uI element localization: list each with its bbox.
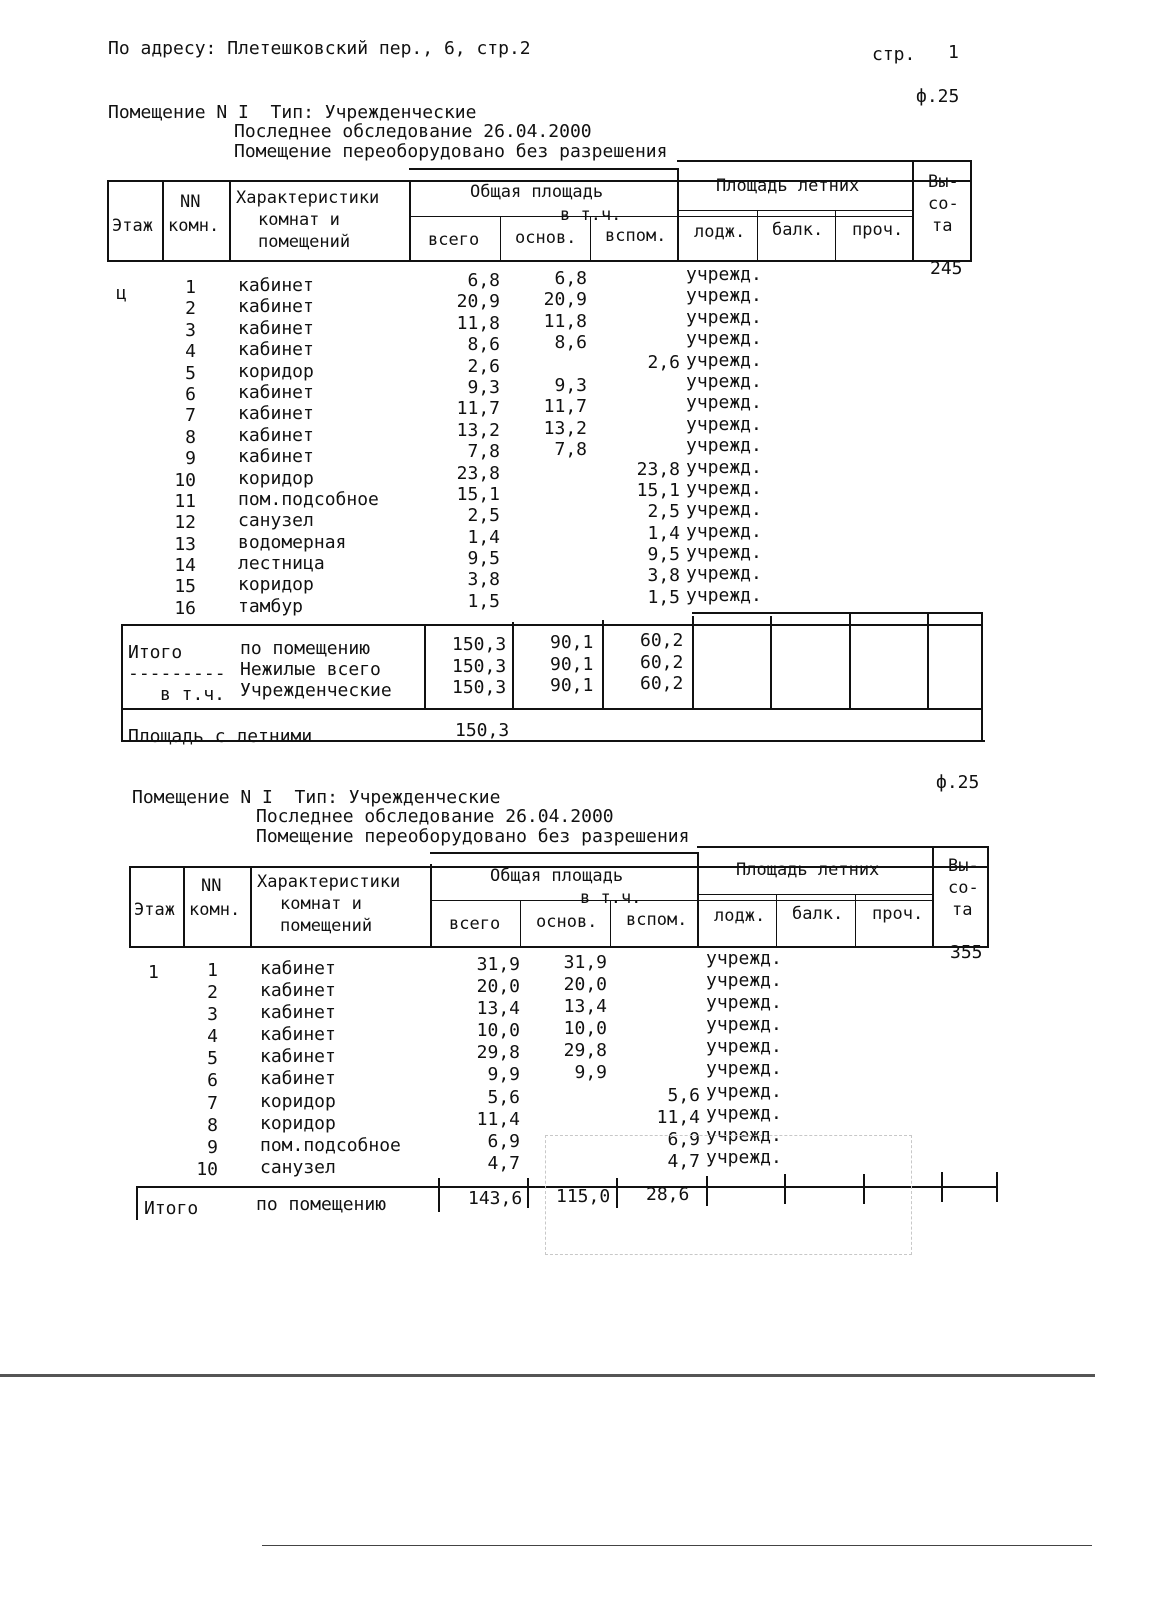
use-type: учрежд. xyxy=(686,264,762,285)
room-number: 15 xyxy=(174,576,196,598)
section-title: Помещение N I Тип: Учрежденческие xyxy=(132,787,501,808)
use-type: учрежд. xyxy=(686,306,762,328)
totals-label: в т.ч. xyxy=(160,684,226,705)
use-type: учрежд. xyxy=(686,477,762,499)
total-area: 3,8 xyxy=(467,569,500,591)
total-area: 9,3 xyxy=(467,376,500,398)
room-number: 7 xyxy=(207,1092,218,1114)
aux-area xyxy=(608,373,680,394)
room-name: кабинет xyxy=(260,1002,336,1024)
header-aux: вспом. xyxy=(605,226,667,246)
header-total-area: Общая площадь xyxy=(470,182,604,202)
aux-area: 9,5 xyxy=(647,544,680,566)
total-area: 6,8 xyxy=(467,270,500,291)
room-name: коридор xyxy=(260,1090,336,1112)
use-type: учрежд. xyxy=(706,1036,782,1058)
header-main: основ. xyxy=(515,228,577,248)
header-char-1: Характеристики xyxy=(257,872,401,892)
room-height: 355 xyxy=(950,942,983,963)
stamp-box xyxy=(545,1135,912,1255)
room-number: 5 xyxy=(185,362,196,384)
total-area: 15,1 xyxy=(456,483,500,505)
room-name: коридор xyxy=(238,467,314,489)
totals-label: --------- xyxy=(128,663,226,684)
room-name: пом.подсобное xyxy=(260,1134,401,1156)
header-other: проч. xyxy=(852,220,904,240)
totals-aux: 60,2 xyxy=(640,630,684,651)
main-area: 20,0 xyxy=(563,974,607,996)
room-number: 8 xyxy=(185,426,196,448)
main-area: 9,9 xyxy=(574,1062,607,1084)
room-number: 5 xyxy=(207,1048,218,1070)
header-loggia: лодж. xyxy=(714,906,766,926)
header-all: всего xyxy=(428,230,480,250)
room-number: 9 xyxy=(185,448,196,470)
room-height: 245 xyxy=(930,258,963,279)
total-area: 20,9 xyxy=(456,291,500,313)
use-type: учрежд. xyxy=(686,435,762,457)
header-nn: NN xyxy=(201,876,222,896)
aux-area xyxy=(628,974,700,996)
totals-total: 150,3 xyxy=(452,677,507,698)
totals-label: Итого xyxy=(144,1198,199,1219)
room-name: кабинет xyxy=(238,296,314,318)
main-area xyxy=(515,482,587,503)
header-height-3: та xyxy=(952,900,973,920)
room-name: санузел xyxy=(260,1156,336,1178)
room-number: 4 xyxy=(207,1026,218,1048)
room-name: кабинет xyxy=(260,980,336,1002)
header-room: комн. xyxy=(168,216,220,236)
header-char-1: Характеристики xyxy=(236,188,380,208)
survey-date: Последнее обследование 26.04.2000 xyxy=(256,806,614,827)
room-name: коридор xyxy=(238,360,314,382)
totals-main: 90,1 xyxy=(550,675,594,696)
room-name: коридор xyxy=(260,1112,336,1134)
use-type: учрежд. xyxy=(706,1080,782,1102)
room-number: 9 xyxy=(207,1136,218,1158)
scan-streak xyxy=(0,1374,1095,1377)
page-label: стр. xyxy=(872,44,916,65)
aux-area: 6,9 xyxy=(667,1128,700,1150)
floor-value: 1 xyxy=(148,962,159,983)
use-type: учрежд. xyxy=(686,392,762,414)
use-type: учрежд. xyxy=(686,563,762,585)
form-number: ф.25 xyxy=(916,86,960,107)
total-area: 23,8 xyxy=(456,462,500,484)
page-number: 1 xyxy=(948,42,959,63)
main-area xyxy=(515,354,587,375)
totals-desc: Нежилые всего xyxy=(240,659,381,680)
room-number: 10 xyxy=(196,1158,218,1180)
header-char-2: комнат и xyxy=(280,894,362,914)
total-area: 2,5 xyxy=(467,505,500,527)
total-area: 7,8 xyxy=(467,441,500,463)
header-height-1: Вы- xyxy=(948,856,979,876)
total-area: 9,9 xyxy=(487,1064,520,1086)
room-name: кабинет xyxy=(260,1046,336,1068)
aux-area xyxy=(628,996,700,1018)
room-number: 11 xyxy=(174,490,196,512)
room-number: 6 xyxy=(185,383,196,405)
total-area: 11,8 xyxy=(456,312,500,334)
main-area: 8,6 xyxy=(554,332,587,354)
room-name: пом.подсобное xyxy=(238,488,379,510)
aux-area xyxy=(628,1018,700,1040)
main-area xyxy=(535,1107,607,1129)
header-other: проч. xyxy=(872,904,924,924)
total-area: 13,2 xyxy=(456,419,500,441)
total-area: 11,7 xyxy=(456,398,500,420)
use-type: учрежд. xyxy=(686,520,762,542)
use-type: учрежд. xyxy=(706,1146,782,1168)
remodel-note: Помещение переоборудовано без разрешения xyxy=(234,141,668,162)
header-total-area: Общая площадь xyxy=(490,866,624,886)
use-type: учрежд. xyxy=(706,948,782,969)
total-area: 6,9 xyxy=(487,1130,520,1152)
use-type: учрежд. xyxy=(706,1124,782,1146)
main-area: 11,7 xyxy=(543,396,587,418)
room-number: 1 xyxy=(207,960,218,981)
total-area: 10,0 xyxy=(476,1020,520,1042)
header-floor: Этаж xyxy=(134,900,175,920)
total-area: 1,4 xyxy=(467,526,500,548)
room-number: 16 xyxy=(174,597,196,619)
floor-value: ц xyxy=(116,283,127,304)
use-type: учрежд. xyxy=(686,370,762,392)
header-room: комн. xyxy=(189,900,241,920)
remodel-note: Помещение переоборудовано без разрешения xyxy=(256,826,690,847)
aux-area: 4,7 xyxy=(667,1150,700,1172)
summer-area-value: 150,3 xyxy=(455,720,510,741)
header-all: всего xyxy=(449,914,501,934)
main-area xyxy=(535,1085,607,1107)
room-number: 14 xyxy=(174,555,196,577)
bottom-rule xyxy=(262,1545,1092,1546)
header-height-2: со- xyxy=(948,878,979,898)
main-area-column xyxy=(515,268,587,610)
totals-aux: 60,2 xyxy=(640,652,684,673)
total-area: 13,4 xyxy=(476,998,520,1020)
aux-area: 5,6 xyxy=(667,1084,700,1106)
room-number: 2 xyxy=(207,982,218,1004)
use-type: учрежд. xyxy=(706,1014,782,1036)
total-area: 31,9 xyxy=(476,954,520,975)
aux-area xyxy=(628,1040,700,1062)
total-area: 8,6 xyxy=(467,334,500,356)
aux-area xyxy=(628,952,700,974)
room-name: кабинет xyxy=(238,446,314,468)
room-number: 1 xyxy=(185,277,196,298)
main-area xyxy=(515,589,587,610)
header-height-2: со- xyxy=(928,194,959,214)
survey-date: Последнее обследование 26.04.2000 xyxy=(234,121,592,142)
main-area xyxy=(515,525,587,546)
room-number: 13 xyxy=(174,533,196,555)
header-nn: NN xyxy=(180,192,201,212)
aux-area xyxy=(608,437,680,458)
totals-desc: Учрежденческие xyxy=(240,680,392,701)
totals-main: 90,1 xyxy=(550,654,594,675)
header-char-3: помещений xyxy=(280,916,373,936)
total-area-column xyxy=(450,954,520,1175)
room-name: кабинет xyxy=(260,958,336,979)
room-name: кабинет xyxy=(260,1024,336,1046)
header-char-2: комнат и xyxy=(258,210,340,230)
header-incl: в т.ч. xyxy=(560,205,622,225)
aux-area: 2,5 xyxy=(647,501,680,523)
header-summer-area: Площадь летних xyxy=(736,860,880,880)
aux-area xyxy=(608,266,680,287)
room-number-column xyxy=(160,277,196,619)
header-height-3: та xyxy=(932,216,953,236)
room-number: 7 xyxy=(185,405,196,427)
totals-aux: 28,6 xyxy=(646,1184,690,1205)
totals-total: 150,3 xyxy=(452,656,507,677)
main-area xyxy=(515,503,587,524)
aux-area xyxy=(608,330,680,351)
aux-area: 1,4 xyxy=(647,522,680,544)
aux-area xyxy=(608,416,680,437)
header-loggia: лодж. xyxy=(694,222,746,242)
main-area xyxy=(515,461,587,482)
totals-desc: по помещению xyxy=(240,638,371,659)
room-number: 12 xyxy=(174,512,196,534)
room-number: 2 xyxy=(185,298,196,320)
aux-area: 15,1 xyxy=(636,479,680,501)
room-name: водомерная xyxy=(238,531,347,553)
totals-label: Итого xyxy=(128,642,183,663)
use-type: учрежд. xyxy=(686,456,762,478)
room-number-column xyxy=(180,960,218,1181)
total-area: 29,8 xyxy=(476,1042,520,1064)
room-name: тамбур xyxy=(238,595,304,617)
main-area xyxy=(515,567,587,588)
header-balcony: балк. xyxy=(772,220,824,240)
total-area-column xyxy=(430,270,500,612)
use-type: учрежд. xyxy=(686,542,762,564)
aux-area xyxy=(628,1062,700,1084)
main-area: 7,8 xyxy=(554,439,587,461)
room-number: 4 xyxy=(185,341,196,363)
total-area: 11,4 xyxy=(476,1108,520,1130)
aux-area-column xyxy=(608,266,680,608)
header-balcony: балк. xyxy=(792,904,844,924)
header-char-3: помещений xyxy=(258,232,351,252)
use-type: учрежд. xyxy=(706,970,782,992)
use-type: учрежд. xyxy=(706,992,782,1014)
room-name-column xyxy=(260,958,430,1179)
aux-area: 2,6 xyxy=(647,351,680,373)
totals-main: 90,1 xyxy=(550,632,594,653)
room-name: кабинет xyxy=(238,424,314,446)
aux-area: 3,8 xyxy=(647,565,680,587)
room-name: кабинет xyxy=(260,1068,336,1090)
room-number: 8 xyxy=(207,1114,218,1136)
use-type: учрежд. xyxy=(706,1058,782,1080)
total-area: 9,5 xyxy=(467,548,500,570)
use-type: учрежд. xyxy=(686,285,762,307)
totals-aux: 60,2 xyxy=(640,673,684,694)
header-main: основ. xyxy=(536,912,598,932)
main-area xyxy=(515,546,587,567)
aux-area xyxy=(608,309,680,330)
total-area: 4,7 xyxy=(487,1152,520,1174)
aux-area: 23,8 xyxy=(636,458,680,480)
total-area: 5,6 xyxy=(487,1086,520,1108)
aux-area xyxy=(608,394,680,415)
aux-area: 11,4 xyxy=(656,1106,700,1128)
section-title: Помещение N I Тип: Учрежденческие xyxy=(108,102,477,123)
main-area: 13,4 xyxy=(563,996,607,1018)
room-name: кабинет xyxy=(238,339,314,361)
use-type: учрежд. xyxy=(686,413,762,435)
room-number: 10 xyxy=(174,469,196,491)
main-area: 6,8 xyxy=(554,268,587,289)
room-name: кабинет xyxy=(238,275,314,296)
room-name: кабинет xyxy=(238,403,314,425)
use-type: учрежд. xyxy=(686,584,762,606)
use-type: учрежд. xyxy=(686,499,762,521)
main-area: 10,0 xyxy=(563,1018,607,1040)
address: По адресу: Плетешковский пер., 6, стр.2 xyxy=(108,38,531,59)
header-aux: вспом. xyxy=(626,910,688,930)
room-name: кабинет xyxy=(238,317,314,339)
total-area: 2,6 xyxy=(467,355,500,377)
room-number: 3 xyxy=(207,1004,218,1026)
room-name: санузел xyxy=(238,510,314,532)
use-type: учрежд. xyxy=(686,328,762,350)
room-name: лестница xyxy=(238,553,325,575)
header-floor: Этаж xyxy=(112,216,153,236)
totals-desc: по помещению xyxy=(256,1194,387,1215)
main-area: 31,9 xyxy=(563,952,607,973)
room-number: 6 xyxy=(207,1070,218,1092)
totals-main: 115,0 xyxy=(556,1186,611,1207)
main-area: 20,9 xyxy=(543,289,587,311)
use-type: учрежд. xyxy=(706,1102,782,1124)
total-area: 20,0 xyxy=(476,976,520,998)
header-incl: в т.ч. xyxy=(580,888,642,908)
room-name: кабинет xyxy=(238,381,314,403)
main-area: 11,8 xyxy=(543,310,587,332)
room-name-column xyxy=(238,275,408,617)
header-summer-area: Площадь летних xyxy=(716,176,860,196)
total-area: 1,5 xyxy=(467,590,500,612)
summer-area-label: Площадь с летними xyxy=(128,726,313,747)
aux-area: 1,5 xyxy=(647,586,680,608)
form-number: ф.25 xyxy=(936,772,980,793)
room-name: коридор xyxy=(238,574,314,596)
main-area: 29,8 xyxy=(563,1040,607,1062)
totals-total: 143,6 xyxy=(468,1188,523,1209)
header-height-1: Вы- xyxy=(928,172,959,192)
main-area: 9,3 xyxy=(554,374,587,396)
use-type: учрежд. xyxy=(686,349,762,371)
room-number: 3 xyxy=(185,319,196,341)
aux-area xyxy=(608,287,680,308)
main-area: 13,2 xyxy=(543,417,587,439)
totals-total: 150,3 xyxy=(452,634,507,655)
use-type-column xyxy=(686,264,796,606)
